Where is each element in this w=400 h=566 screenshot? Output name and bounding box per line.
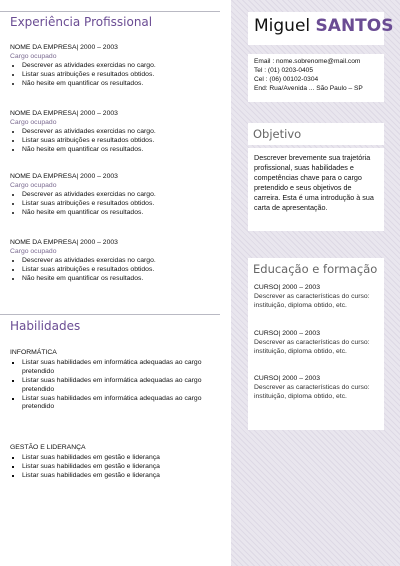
list-item: • Não hesite em quantificar os resultados. — [22, 80, 225, 89]
job-entry — [10, 173, 225, 218]
list-item: ▪ Listar suas habilidades em informática adequadas ao cargo pretendido — [22, 377, 220, 395]
job-role: Cargo ocupado — [10, 247, 57, 255]
skill-group — [10, 444, 220, 481]
contact-card — [248, 54, 384, 102]
list-item: ▪ Listar suas habilidades em gestão e liderança — [22, 463, 220, 472]
job-bullets — [10, 191, 225, 218]
education-card — [248, 280, 384, 430]
experience-title: Experiência Profissional — [10, 15, 153, 29]
job-entry — [10, 239, 225, 284]
list-item: • Listar suas atribuições e resultados obtidos. — [22, 200, 225, 209]
course-desc: Descrever as características do curso: instituição, diploma obtido, etc. — [254, 338, 370, 355]
course-desc: Descrever as características do curso: instituição, diploma obtido, etc. — [254, 384, 370, 401]
job-header: NOME DA EMPRESA| 2000 – 2003 — [10, 173, 118, 180]
list-item: • Listar suas atribuições e resultados obtidos. — [22, 266, 225, 275]
education-item — [254, 330, 378, 357]
list-item: • Listar suas atribuições e resultados obtidos. — [22, 71, 225, 80]
first-name: Miguel — [254, 16, 311, 36]
list-item: • Descrever as atividades exercidas no cargo. — [22, 128, 225, 137]
job-bullets — [10, 257, 225, 284]
job-bullets — [10, 62, 225, 89]
job-role: Cargo ocupado — [10, 118, 57, 126]
skills-title: Habilidades — [10, 319, 81, 333]
list-item: ▪ Listar suas habilidades em informática adequadas ao cargo pretendido — [22, 359, 220, 377]
list-item: • Não hesite em quantificar os resultados. — [22, 146, 225, 155]
contact-cel: Cel : (06) 00102-0304 — [254, 75, 319, 83]
contact-email: Email : nome.sobrenome@mail.com — [254, 58, 361, 65]
job-header: NOME DA EMPRESA| 2000 – 2003 — [10, 239, 118, 246]
full-name — [254, 16, 393, 36]
job-role: Cargo ocupado — [10, 52, 57, 60]
course-header: CURSO| 2000 – 2003 — [254, 375, 320, 383]
list-item: • Não hesite em quantificar os resultados. — [22, 275, 225, 284]
divider — [0, 11, 220, 12]
objective-text: Descrever brevemente sua trajetória profissional, suas habilidades e competências chave para o cargo pretendido e seus objetivos de carreira. Esta é uma introdução à sua carta de apresentação. — [248, 148, 384, 231]
skill-group — [10, 349, 220, 412]
course-header: CURSO| 2000 – 2003 — [254, 329, 320, 337]
list-item: ▪ Listar suas habilidades em gestão e liderança — [22, 454, 220, 463]
education-title-box — [248, 258, 384, 280]
list-item: • Não hesite em quantificar os resultados. — [22, 209, 225, 218]
education-item — [254, 284, 378, 311]
skill-bullets — [10, 359, 220, 412]
skill-bullets — [10, 454, 220, 481]
education-title: Educação e formação — [253, 262, 378, 276]
skill-category: INFORMÁTICA — [10, 349, 57, 356]
divider — [0, 314, 220, 315]
list-item: • Descrever as atividades exercidas no cargo. — [22, 62, 225, 71]
skill-category: GESTÃO E LIDERANÇA — [10, 444, 86, 451]
list-item: ▪ Listar suas habilidades em gestão e liderança — [22, 472, 220, 481]
objective-title-box — [248, 123, 384, 145]
course-desc: Descrever as características do curso: instituição, diploma obtido, etc. — [254, 292, 370, 309]
job-header: NOME DA EMPRESA| 2000 – 2003 — [10, 44, 118, 51]
education-item — [254, 375, 378, 402]
objective-title: Objetivo — [253, 127, 302, 141]
job-bullets — [10, 128, 225, 155]
name-card — [248, 12, 394, 45]
job-header: NOME DA EMPRESA| 2000 – 2003 — [10, 110, 118, 117]
list-item: • Listar suas atribuições e resultados obtidos. — [22, 137, 225, 146]
job-entry — [10, 44, 225, 89]
contact-tel: Tel : (01) 0203-0405 — [254, 66, 314, 74]
contact-address: End: Rua/Avenida ... São Paulo – SP — [254, 84, 363, 92]
course-header: CURSO| 2000 – 2003 — [254, 284, 320, 291]
list-item: • Descrever as atividades exercidas no cargo. — [22, 257, 225, 266]
job-entry — [10, 110, 225, 155]
list-item: • Descrever as atividades exercidas no cargo. — [22, 191, 225, 200]
list-item: ▪ Listar suas habilidades em informática adequadas ao cargo pretendido — [22, 395, 220, 413]
job-role: Cargo ocupado — [10, 181, 57, 189]
last-name: SANTOS — [315, 16, 394, 36]
